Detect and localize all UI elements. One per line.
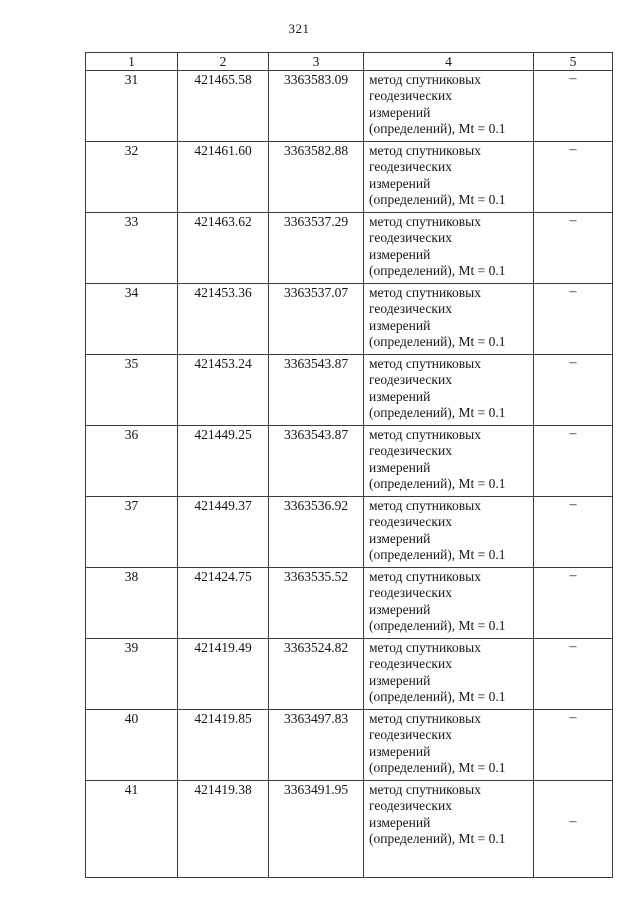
cell-y-coordinate: 3363582.88 bbox=[269, 142, 364, 213]
cell-method bbox=[364, 639, 534, 710]
cell-point-number: 37 bbox=[86, 497, 178, 568]
cell-x-coordinate: 421449.25 bbox=[178, 426, 269, 497]
page-number: 321 bbox=[288, 21, 310, 36]
cell-y-coordinate: 3363524.82 bbox=[269, 639, 364, 710]
cell-x-coordinate: 421419.49 bbox=[178, 639, 269, 710]
method-line: метод спутниковых bbox=[369, 498, 481, 513]
method-line: измерений bbox=[369, 743, 431, 759]
method-line: (определений), Mt = 0.1 bbox=[369, 263, 506, 279]
cell-no-data: – bbox=[534, 426, 613, 497]
cell-x-coordinate: 421461.60 bbox=[178, 142, 269, 213]
cell-method bbox=[364, 213, 534, 284]
method-line: геодезических bbox=[369, 514, 452, 530]
cell-no-data: – bbox=[534, 639, 613, 710]
table-row bbox=[86, 781, 613, 878]
column-header: 2 bbox=[178, 53, 269, 71]
method-line: измерений bbox=[369, 175, 431, 191]
coordinates-table bbox=[85, 52, 613, 878]
method-line: (определений), Mt = 0.1 bbox=[369, 760, 506, 776]
method-line: (определений), Mt = 0.1 bbox=[369, 192, 506, 208]
method-line: геодезических bbox=[369, 372, 452, 388]
method-line: метод спутниковых bbox=[369, 214, 481, 229]
cell-y-coordinate: 3363536.92 bbox=[269, 497, 364, 568]
cell-no-data: – bbox=[534, 710, 613, 781]
cell-x-coordinate: 421465.58 bbox=[178, 71, 269, 142]
cell-no-data: – bbox=[534, 284, 613, 355]
method-line: измерений bbox=[369, 601, 431, 617]
table-row bbox=[86, 568, 613, 639]
cell-y-coordinate: 3363543.87 bbox=[269, 355, 364, 426]
cell-x-coordinate: 421453.24 bbox=[178, 355, 269, 426]
cell-method bbox=[364, 568, 534, 639]
table-header-row bbox=[86, 53, 613, 71]
cell-no-data: – bbox=[534, 71, 613, 142]
column-header: 5 bbox=[534, 53, 613, 71]
method-line: геодезических bbox=[369, 727, 452, 743]
cell-method bbox=[364, 71, 534, 142]
method-line: измерений bbox=[369, 672, 431, 688]
method-line: метод спутниковых bbox=[369, 711, 481, 726]
cell-y-coordinate: 3363535.52 bbox=[269, 568, 364, 639]
method-line: измерений bbox=[369, 530, 431, 546]
cell-point-number: 34 bbox=[86, 284, 178, 355]
method-line: (определений), Mt = 0.1 bbox=[369, 689, 506, 705]
table-row bbox=[86, 426, 613, 497]
cell-no-data: – bbox=[534, 213, 613, 284]
method-line: метод спутниковых bbox=[369, 285, 481, 300]
method-line: геодезических bbox=[369, 301, 452, 317]
cell-y-coordinate: 3363537.29 bbox=[269, 213, 364, 284]
method-line: (определений), Mt = 0.1 bbox=[369, 121, 506, 137]
method-line: измерений bbox=[369, 104, 431, 120]
cell-point-number: 38 bbox=[86, 568, 178, 639]
method-line: метод спутниковых bbox=[369, 143, 481, 158]
method-line: метод спутниковых bbox=[369, 356, 481, 371]
method-line: геодезических bbox=[369, 656, 452, 672]
cell-point-number: 40 bbox=[86, 710, 178, 781]
cell-x-coordinate: 421453.36 bbox=[178, 284, 269, 355]
method-line: измерений bbox=[369, 814, 431, 830]
table-row bbox=[86, 355, 613, 426]
cell-point-number: 39 bbox=[86, 639, 178, 710]
cell-x-coordinate: 421419.38 bbox=[178, 781, 269, 878]
table-row bbox=[86, 71, 613, 142]
cell-method bbox=[364, 284, 534, 355]
method-line: геодезических bbox=[369, 88, 452, 104]
method-line: геодезических bbox=[369, 585, 452, 601]
method-line: (определений), Mt = 0.1 bbox=[369, 334, 506, 350]
method-line: геодезических bbox=[369, 443, 452, 459]
cell-no-data: – bbox=[534, 781, 613, 878]
table-row bbox=[86, 284, 613, 355]
cell-method bbox=[364, 497, 534, 568]
cell-no-data: – bbox=[534, 142, 613, 213]
cell-method bbox=[364, 426, 534, 497]
cell-point-number: 35 bbox=[86, 355, 178, 426]
cell-no-data: – bbox=[534, 568, 613, 639]
method-line: геодезических bbox=[369, 159, 452, 175]
cell-x-coordinate: 421424.75 bbox=[178, 568, 269, 639]
table-row bbox=[86, 710, 613, 781]
cell-x-coordinate: 421419.85 bbox=[178, 710, 269, 781]
method-line: метод спутниковых bbox=[369, 427, 481, 442]
column-header: 3 bbox=[269, 53, 364, 71]
method-line: (определений), Mt = 0.1 bbox=[369, 405, 506, 421]
cell-y-coordinate: 3363497.83 bbox=[269, 710, 364, 781]
table-row bbox=[86, 497, 613, 568]
cell-method bbox=[364, 710, 534, 781]
table-row bbox=[86, 142, 613, 213]
cell-y-coordinate: 3363543.87 bbox=[269, 426, 364, 497]
cell-x-coordinate: 421463.62 bbox=[178, 213, 269, 284]
cell-point-number: 41 bbox=[86, 781, 178, 878]
table-body bbox=[86, 71, 613, 878]
cell-point-number: 36 bbox=[86, 426, 178, 497]
cell-x-coordinate: 421449.37 bbox=[178, 497, 269, 568]
column-header: 1 bbox=[86, 53, 178, 71]
cell-no-data: – bbox=[534, 355, 613, 426]
method-line: (определений), Mt = 0.1 bbox=[369, 618, 506, 634]
method-line: измерений bbox=[369, 388, 431, 404]
table-row bbox=[86, 639, 613, 710]
method-line: (определений), Mt = 0.1 bbox=[369, 831, 506, 847]
method-line: измерений bbox=[369, 317, 431, 333]
method-line: измерений bbox=[369, 459, 431, 475]
cell-point-number: 32 bbox=[86, 142, 178, 213]
method-line: измерений bbox=[369, 246, 431, 262]
column-header: 4 bbox=[364, 53, 534, 71]
method-line: геодезических bbox=[369, 230, 452, 246]
method-line: геодезических bbox=[369, 798, 452, 814]
cell-y-coordinate: 3363583.09 bbox=[269, 71, 364, 142]
method-line: метод спутниковых bbox=[369, 640, 481, 655]
cell-y-coordinate: 3363537.07 bbox=[269, 284, 364, 355]
cell-point-number: 31 bbox=[86, 71, 178, 142]
cell-method bbox=[364, 355, 534, 426]
table-row bbox=[86, 213, 613, 284]
cell-point-number: 33 bbox=[86, 213, 178, 284]
method-line: метод спутниковых bbox=[369, 782, 481, 797]
cell-method bbox=[364, 142, 534, 213]
method-line: метод спутниковых bbox=[369, 569, 481, 584]
cell-y-coordinate: 3363491.95 bbox=[269, 781, 364, 878]
method-line: (определений), Mt = 0.1 bbox=[369, 547, 506, 563]
method-line: (определений), Mt = 0.1 bbox=[369, 476, 506, 492]
cell-method bbox=[364, 781, 534, 878]
method-line: метод спутниковых bbox=[369, 72, 481, 87]
cell-no-data: – bbox=[534, 497, 613, 568]
